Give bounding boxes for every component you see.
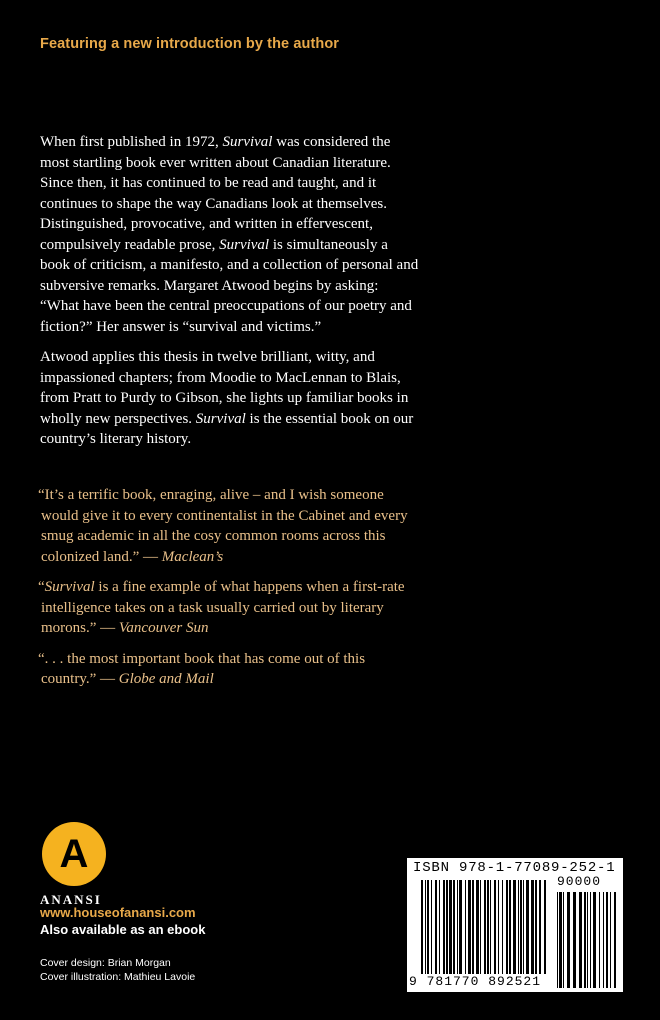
publisher-website[interactable]: www.houseofanansi.com [40,905,196,920]
anansi-logo [40,822,110,908]
barcode-number: 9 781770 892521 [409,974,542,989]
publisher-name: ANANSI [40,892,102,907]
description-paragraph-1: When first published in 1972, Survival was considered the most startling book ever written about Canadian literature. Since then, it has continued to be read and taught, and it continues to shape the way Canadians look at themselves. Distinguished, provocative, and written in effervescent, compulsively readable prose, Survival is simultaneously a book of criticism, a manifesto, and a collection of personal and subversive remarks. Margaret Atwood begins by asking: “What have been the central preoccupations of our poetry and fiction?” Her answer is “survival and victims.” [40,134,419,335]
review-quotes [38,485,418,700]
logo-letter: A [59,832,89,876]
price-code: 90000 [557,874,602,889]
cover-credits [40,957,195,984]
description-paragraph-2: Atwood applies this thesis in twelve brilliant, witty, and impassioned chapters; from Moodie to MacLennan to Blais, from Pratt to Purdy to Gibson, she lights up familiar books in wholly new perspectives. Survival is the essential book on our country’s literary history. [40,349,414,447]
cover-design-credit: Cover design: Brian Morgan [40,957,171,969]
review-quote: “. . . the most important book that has come out of this country.” — Globe and Mail [38,650,366,687]
ebook-note: Also available as an ebook [40,922,206,937]
description [40,132,420,460]
barcode-main-bars [421,880,546,974]
anansi-logo-icon [42,822,106,886]
barcode [407,858,623,992]
isbn-text: ISBN 978-1-77089-252-1 [413,860,616,876]
review-quote: “Survival is a fine example of what happens when a first-rate intelligence takes on a task usually carried out by literary morons.” — Vancouver Sun [38,579,405,636]
review-quote: “It’s a terrific book, enraging, alive – and I wish someone would give it to every continentalist in the Cabinet and every smug academic in all the cosy common rooms across this colonized land.” — Maclean’s [38,487,408,565]
cover-illustration-credit: Cover illustration: Mathieu Lavoie [40,970,196,983]
tagline: Featuring a new introduction by the author [40,36,340,52]
barcode-bars-icon [407,858,623,992]
barcode-addon-bars [557,892,616,988]
